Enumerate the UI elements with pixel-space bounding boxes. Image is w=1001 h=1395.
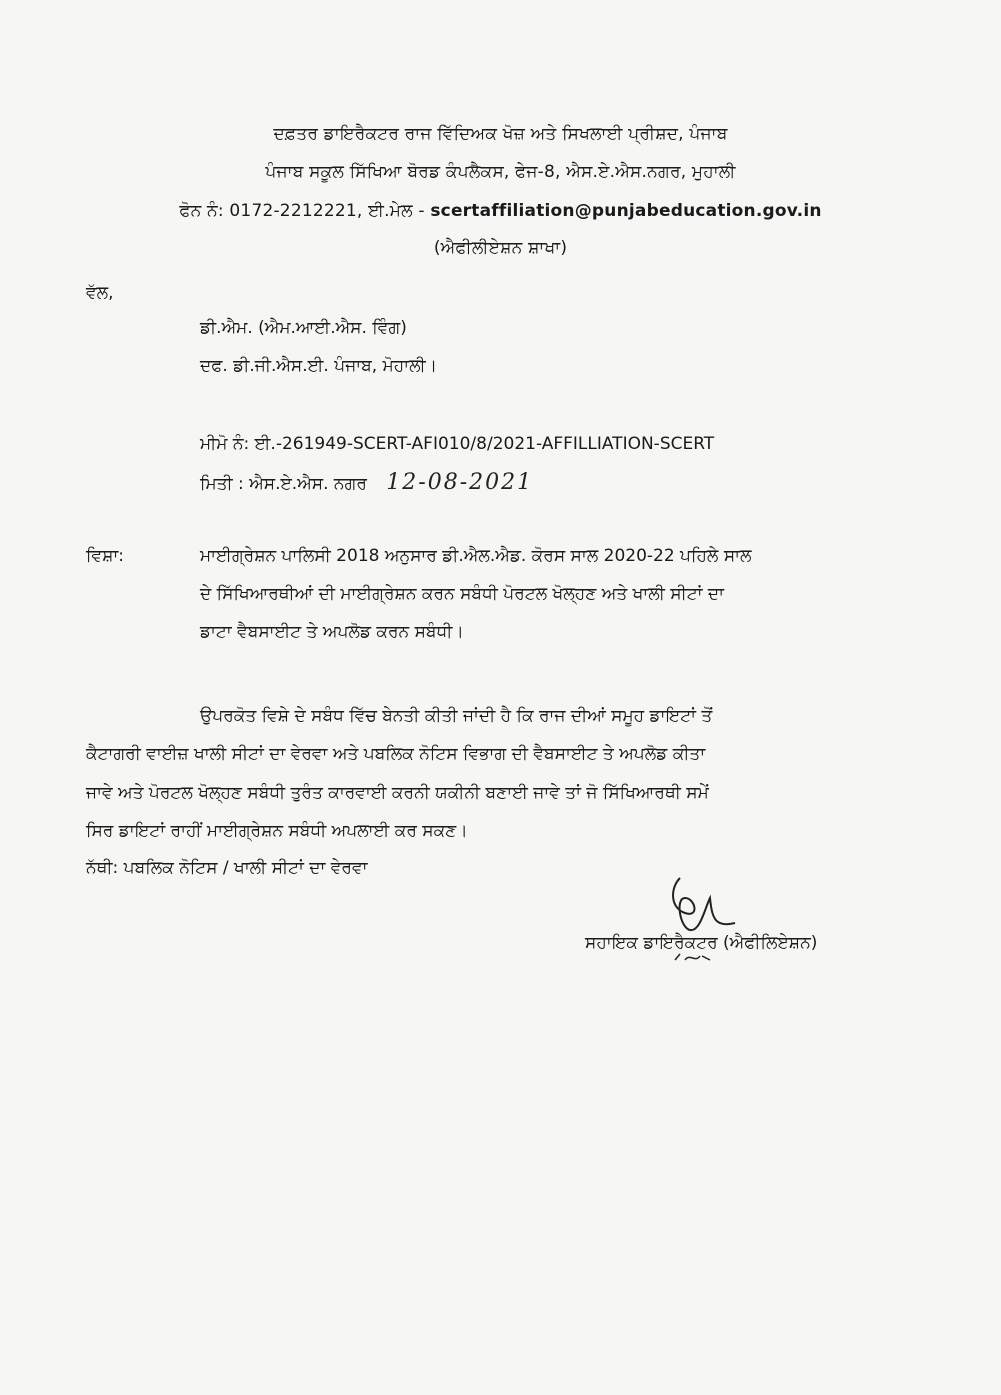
enclosure-line: ਨੱਥੀ: ਪਬਲਿਕ ਨੋਟਿਸ / ਖਾਲੀ ਸੀਟਾਂ ਦਾ ਵੇਰਵਾ — [86, 858, 368, 878]
email-address: scertaffiliation@punjabeducation.gov.in — [430, 201, 822, 221]
subject-line-2: ਦੇ ਸਿੱਖਿਆਰਥੀਆਂ ਦੀ ਮਾਈਗ੍ਰੇਸ਼ਨ ਕਰਨ ਸਬੰਧੀ ਪੋਰਟਲ ਖੋਲ੍ਹਣ ਅਤੇ ਖਾਲੀ ਸੀਟਾਂ ਦਾ — [200, 584, 724, 604]
body-line-3: ਜਾਵੇ ਅਤੇ ਪੋਰਟਲ ਖੋਲ੍ਹਣ ਸਬੰਧੀ ਤੁਰੰਤ ਕਾਰਵਾਈ ਕਰਨੀ ਯਕੀਨੀ ਬਣਾਈ ਜਾਵੇ ਤਾਂ ਜੋ ਸਿੱਖਿਆਰਥੀ ਸਮੇਂ — [86, 783, 709, 803]
signatory-title: ਸਹਾਇਕ ਡਾਇਰੈਕਟਰ (ਐਫੀਲਿਏਸ਼ਨ) — [585, 933, 818, 953]
memo-date-prefix: ਮਿਤੀ : ਐਸ.ਏ.ਐਸ. ਨਗਰ — [200, 474, 367, 494]
recipient-line-1: ਡੀ.ਐਮ. (ਐਮ.ਆਈ.ਐਸ. ਵਿੰਗ) — [200, 318, 407, 338]
memo-date-handwritten: 12-08-2021 — [386, 470, 534, 495]
body-line-2: ਕੈਟਾਗਰੀ ਵਾਈਜ਼ ਖਾਲੀ ਸੀਟਾਂ ਦਾ ਵੇਰਵਾ ਅਤੇ ਪਬਲਿਕ ਨੋਟਿਸ ਵਿਭਾਗ ਦੀ ਵੈਬਸਾਈਟ ਤੇ ਅਪਲੋਡ ਕੀਤਾ — [86, 744, 706, 764]
body-line-4: ਸਿਰ ਡਾਇਟਾਂ ਰਾਹੀਂ ਮਾਈਗ੍ਰੇਸ਼ਨ ਸਬੰਧੀ ਅਪਲਾਈ ਕਰ ਸਕਣ। — [86, 821, 468, 841]
office-name: ਦਫ਼ਤਰ ਡਾਇਰੈਕਟਰ ਰਾਜ ਵਿੱਦਿਅਕ ਖੋਜ਼ ਅਤੇ ਸਿਖਲਾਈ ਪ੍ਰੀਸ਼ਦ, ਪੰਜਾਬ — [273, 124, 728, 144]
phone-text: ਫੋਨ ਨੰ: 0172-2212221, ਈ.ਮੇਲ - — [179, 201, 431, 221]
subject-label: ਵਿਸ਼ਾ: — [86, 546, 125, 566]
memo-number: ਮੀਮੋ ਨੰ: ਈ.-261949-SCERT-AFI010/8/2021-AFFILLIATION-SCERT — [200, 434, 715, 454]
signature — [640, 868, 750, 968]
subject-line-1: ਮਾਈਗ੍ਰੇਸ਼ਨ ਪਾਲਿਸੀ 2018 ਅਨੁਸਾਰ ਡੀ.ਐਲ.ਐਡ. ਕੋਰਸ ਸਾਲ 2020-22 ਪਹਿਲੇ ਸਾਲ — [200, 546, 752, 566]
memo-date-line — [200, 470, 533, 495]
subject-line-3: ਡਾਟਾ ਵੈਬਸਾਈਟ ਤੇ ਅਪਲੋਡ ਕਰਨ ਸਬੰਧੀ। — [200, 622, 464, 642]
contact-line — [0, 201, 1001, 221]
to-label: ਵੱਲ, — [86, 283, 114, 303]
recipient-line-2: ਦਫ. ਡੀ.ਜੀ.ਐਸ.ਈ. ਪੰਜਾਬ, ਮੋਹਾਲੀ। — [200, 356, 438, 376]
body-line-1: ਉਪਰਕੋਤ ਵਿਸ਼ੇ ਦੇ ਸਬੰਧ ਵਿੱਚ ਬੇਨਤੀ ਕੀਤੀ ਜਾਂਦੀ ਹੈ ਕਿ ਰਾਜ ਦੀਆਂ ਸਮੂਹ ਡਾਇਟਾਂ ਤੋਂ — [200, 706, 713, 726]
office-address: ਪੰਜਾਬ ਸਕੂਲ ਸਿੱਖਿਆ ਬੋਰਡ ਕੰਪਲੈਕਸ, ਫੇਜ-8, ਐਸ.ਏ.ਐਸ.ਨਗਰ, ਮੁਹਾਲੀ — [265, 162, 736, 182]
branch-name: (ਐਫੀਲੀਏਸ਼ਨ ਸ਼ਾਖਾ) — [433, 238, 568, 258]
